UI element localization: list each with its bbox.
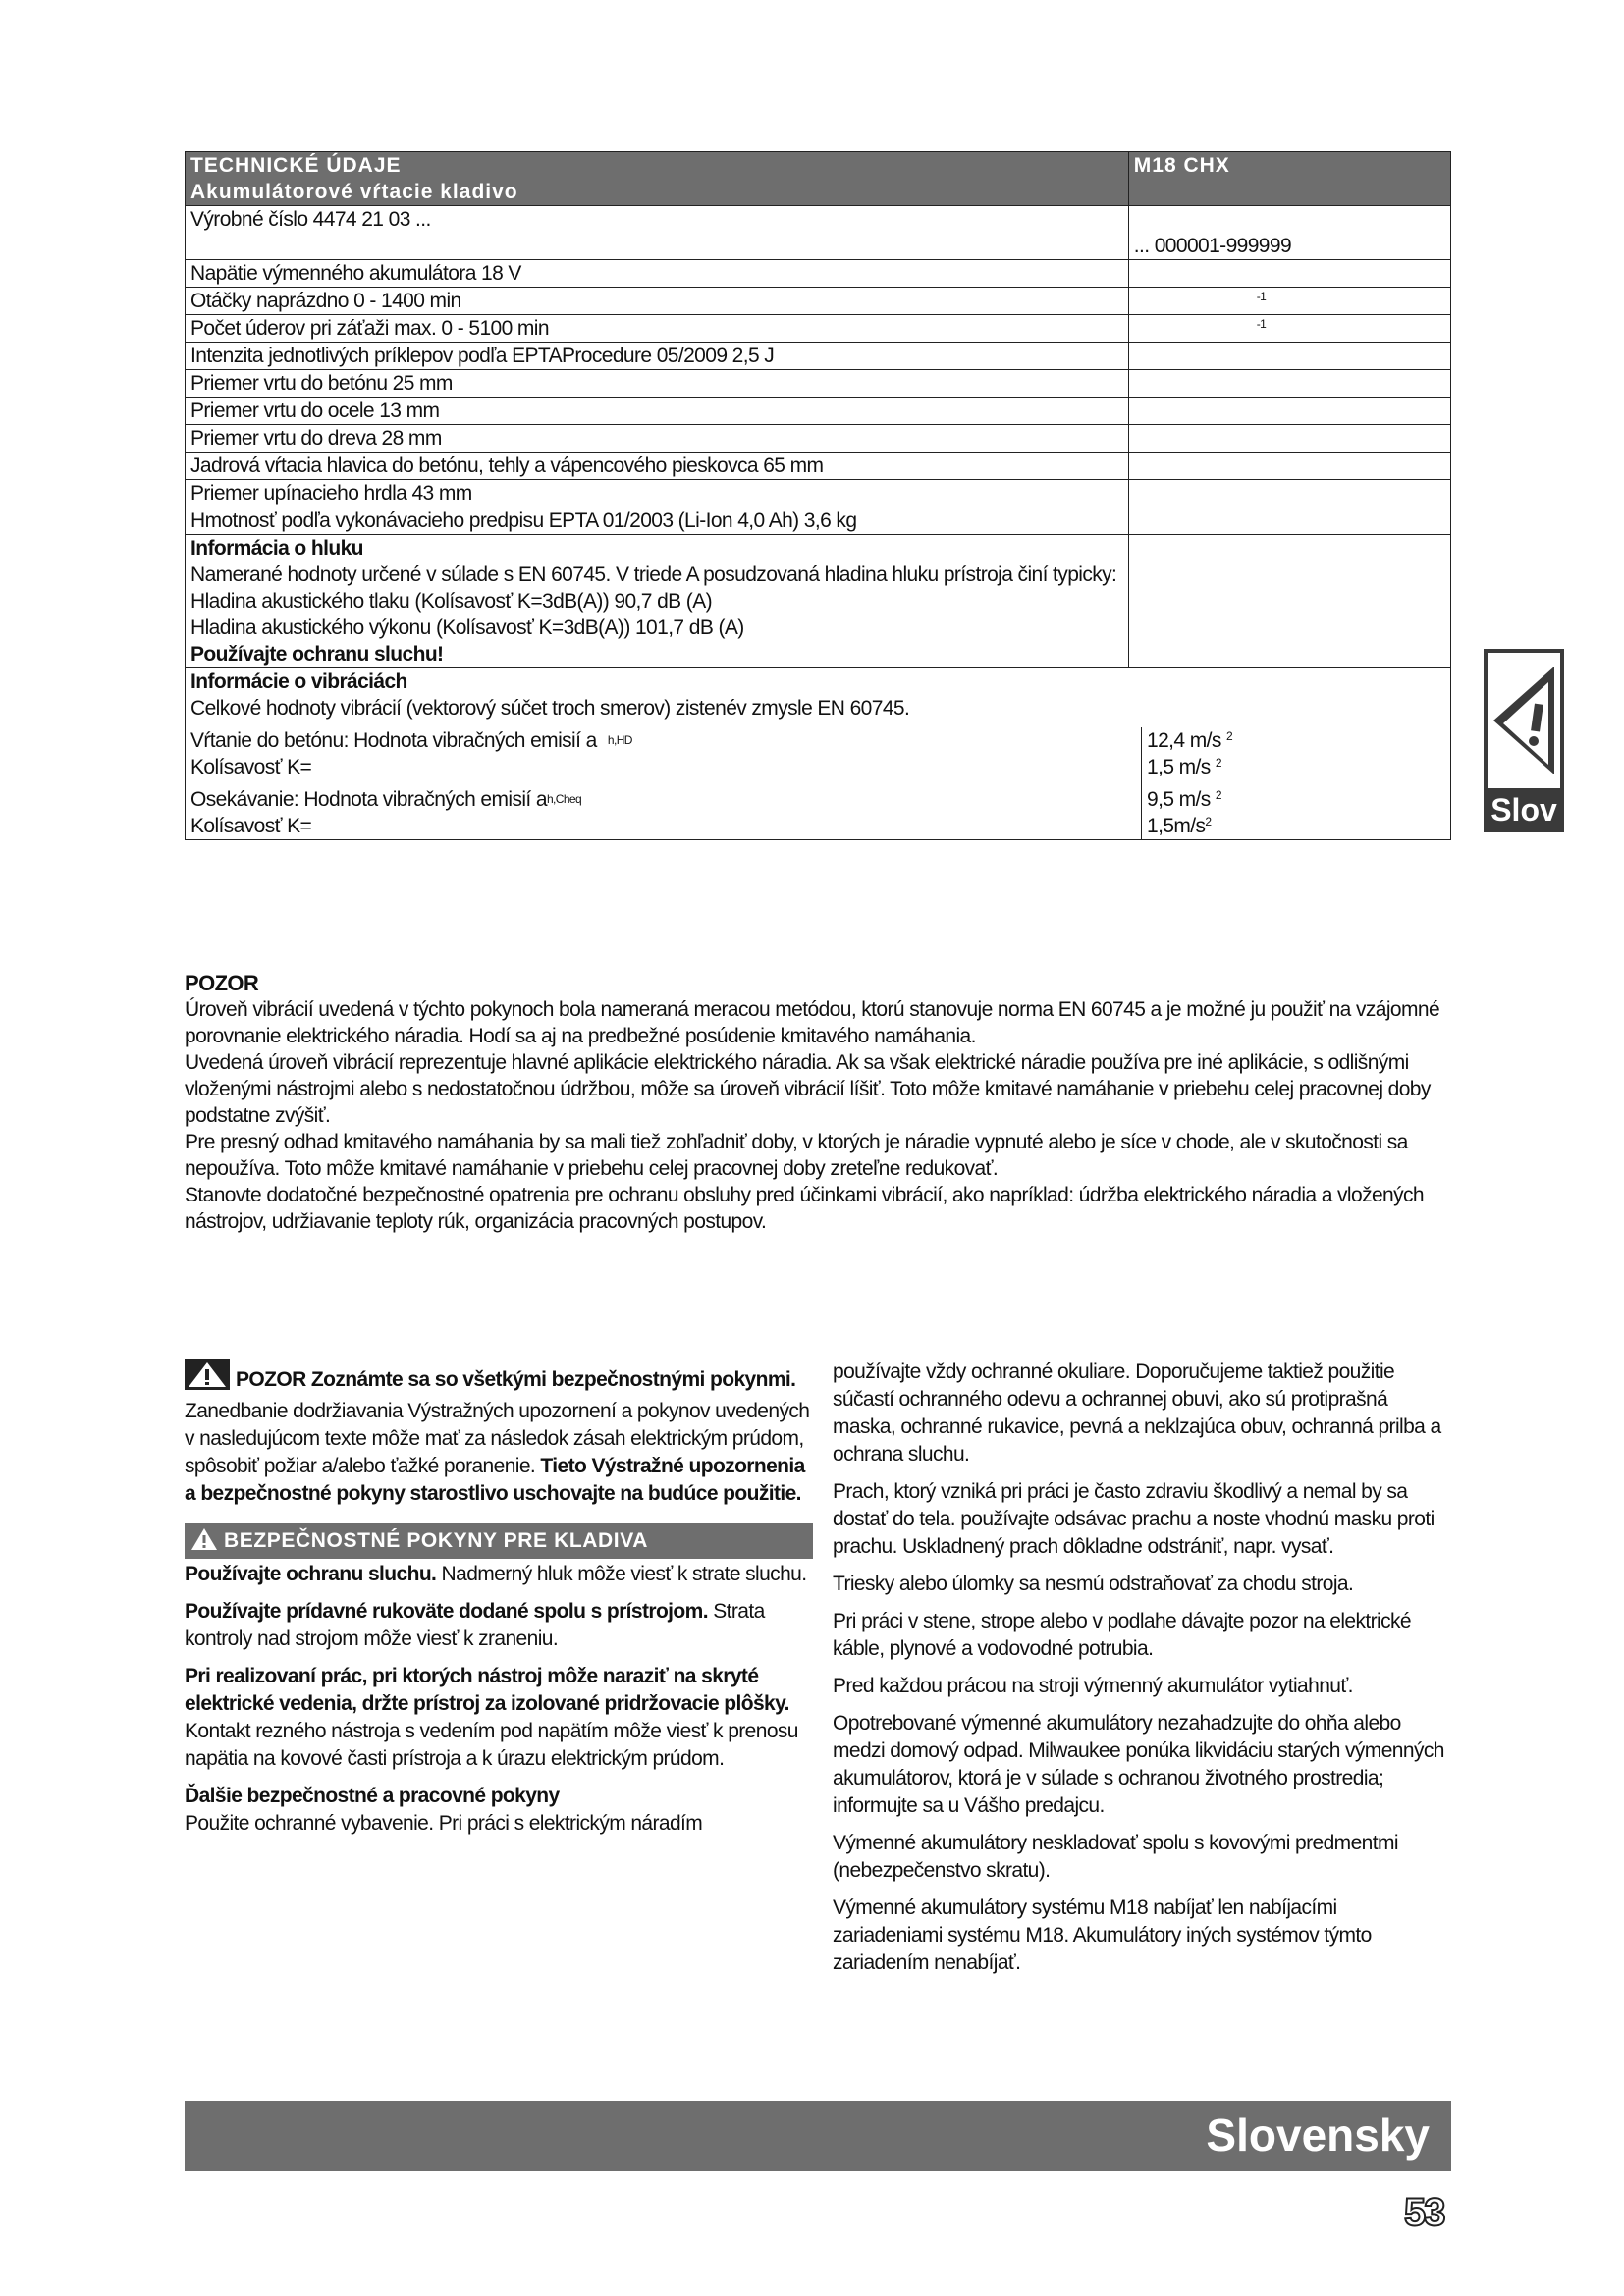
vibration-note [185,970,1451,1235]
noise-warning: Používajte ochranu sluchu! [190,643,444,666]
section-heading-text: BEZPEČNOSTNÉ POKYNY PRE KLADIVA [224,1529,649,1552]
noise-title: Informácia o hluku [190,537,363,560]
impact-rate: Počet úderov pri záťaži max. 0 - 5100 min [186,315,1129,343]
vibration-title: Informácie o vibráciách [190,670,407,693]
spec-model: M18 CHX [1128,152,1450,206]
warning-triangle-icon [185,1359,230,1398]
warning-word: POZOR [236,1368,306,1391]
note-title: POZOR [185,971,259,995]
spec-row [186,370,1451,398]
collar-diameter: Priemer upínacieho hrdla 43 mm [186,480,1129,507]
tolerance-1-label: Kolísavosť K= [190,756,312,778]
warning-triangle-icon [1488,653,1560,788]
language-footer-band [185,2101,1451,2171]
spec-subtitle: Akumulátorové vŕtacie kladivo [190,181,518,203]
spec-row [186,260,1451,288]
safety-item: používajte vždy ochranné okuliare. Doporučujeme taktiež použitie súčastí ochranného odevu a ochrannej obuvi, ako sú protiprašná maska, ochranné rukavice, pevná a neklzajúca obuv, ochranná prilba a ochrana sluchu. [833,1361,1441,1466]
spec-header-row [186,152,1451,206]
serial-value: ... 000001-999999 [1128,206,1450,260]
spec-table [185,151,1451,840]
idle-speed-unit: -1 [1256,290,1267,303]
safety-item: Výmenné akumulátory neskladovať spolu s kovovými predmentmi (nebezpečenstvo skratu). [833,1832,1398,1882]
left-column [185,1359,813,1847]
tolerance-1-value: 1,5 m/s [1147,756,1211,778]
spec-header-cell [186,152,1129,206]
noise-description: Namerané hodnoty určené v súlade s EN 60745. V triede A posudzovaná hladina hluku prístroja činí typicky: [190,563,1117,586]
steel-diameter: Priemer vrtu do ocele 13 mm [186,398,1129,425]
tolerance-2-label: Kolísavosť K= [190,815,312,837]
safety-item: Používajte ochranu sluchu. Nadmerný hluk môže viesť k strate sluchu. [185,1563,807,1585]
vibration-description: Celkové hodnoty vibrácií (vektorový súčet troch smerov) zistenév zmysle EN 60745. [190,697,910,720]
note-paragraph: Úroveň vibrácií uvedená v týchto pokynoch bola nameraná meracou metódou, ktorú stanovuje norma EN 60745 a je možné ju použiť na vzájomné porovnanie elektrického náradia. Hodí sa aj na predbežné posúdenie kmitavého namáhania. [185,998,1440,1047]
language-side-tab [1484,649,1564,832]
safety-item: Výmenné akumulátory systému M18 nabíjať len nabíjacími zariadeniami systému M18. Akumulátory iných systémov týmto zariadením nenabíjať. [833,1896,1372,1974]
warning-heading: Zoznámte sa so všetkými bezpečnostnými pokynmi. [310,1368,796,1391]
noise-pressure: Hladina akustického tlaku (Kolísavosť K=3dB(A)) 90,7 dB (A) [190,590,712,613]
spec-row [186,398,1451,425]
voltage: Napätie výmenného akumulátora 18 V [186,260,1129,288]
safety-item: Pred každou prácou na stroji výmenný akumulátor vytiahnuť. [833,1675,1353,1697]
vib-chisel-label: Osekávanie: Hodnota vibračných emisií a [190,788,547,811]
side-tab-label: Slov [1490,792,1557,828]
idle-speed: Otáčky naprázdno 0 - 1400 min [186,288,1129,315]
wood-diameter: Priemer vrtu do dreva 28 mm [186,425,1129,453]
general-warning [185,1359,813,1508]
vib-chisel-value: 9,5 m/s [1147,788,1211,811]
spec-row [186,425,1451,453]
noise-section [186,535,1451,668]
note-paragraph: Stanovte dodatočné bezpečnostné opatrenia pre ochranu obsluhy pred účinkami vibrácií, ako napríklad: údržba elektrického náradia a vložených nástrojov, udržiavanie teploty rúk, organizácia pracovných postupov. [185,1184,1425,1233]
warning-keep: Tieto Výstražné upozornenia a bezpečnostné pokyny starostlivo uschovajte na budúce použitie. [185,1455,805,1505]
spec-row [186,206,1451,260]
warning-triangle-icon [190,1527,218,1563]
safety-item: Ďalšie bezpečnostné a pracovné pokyny Použite ochranné vybavenie. Pri práci s elektrickým náradím [185,1785,703,1835]
safety-item: Pri práci v stene, strope alebo v podlahe dávajte pozor na elektrické káble, plynové a vodovodné potrubia. [833,1610,1411,1660]
spec-title: TECHNICKÉ ÚDAJE [190,154,402,177]
weight: Hmotnosť podľa vykonávacieho predpisu EPTA 01/2003 (Li-Ion 4,0 Ah) 3,6 kg [186,507,1129,535]
core-bit: Jadrová vŕtacia hlavica do betónu, tehly a vápencového pieskovca 65 mm [186,453,1129,480]
page-number: 53 [1404,2191,1444,2234]
spec-row [186,343,1451,370]
footer-language: Slovensky [1206,2109,1430,2161]
safety-item: Používajte prídavné rukoväte dodané spolu s prístrojom. Strata kontroly nad strojom môže viesť k zraneniu. [185,1600,765,1650]
safety-item: Triesky alebo úlomky sa nesmú odstraňovať za chodu stroja. [833,1573,1354,1595]
spec-row [186,315,1451,343]
note-paragraph: Uvedená úroveň vibrácií reprezentuje hlavné aplikácie elektrického náradia. Ak sa však elektrické náradie používa pre iné aplikácie, s odlišnými vloženými nástrojmi alebo s nedostatočnou údržbou, môže sa úroveň vibrácií líšiť. Toto môže kmitavé namáhanie v priebehu celej pracovnej doby podstatne zvýšiť. [185,1051,1431,1127]
impact-energy: Intenzita jednotlivých príklepov podľa EPTAProcedure 05/2009 2,5 J [186,343,1129,370]
vibration-section: Informácie o vibráciách Celkové hodnoty vibrácií (vektorový súčet troch smerov) zistenév zmysle EN 60745. Vŕtanie do betónu: Hodnota vibračných emisií a h,HD Kolísavosť K= Osekávanie: Hodnota vibračných emisií ah,Cheq Kolísavosť K= 12,4 m/s $^2$ 1,5 m/s $^2$ 9,5 m/s $^2$ $1,5m/s^2$ [186,668,1451,840]
safety-item: Opotrebované výmenné akumulátory nezahadzujte do ohňa alebo medzi domový odpad. Milwaukee ponúka likvidáciu starých výmenných akumulátorov, ktorá je v súlade s ochranou životného prostredia; informujte sa u Vášho predajcu. [833,1712,1444,1817]
noise-power: Hladina akustického výkonu (Kolísavosť K=3dB(A)) 101,7 dB (A) [190,616,744,639]
right-column [833,1359,1451,1987]
impact-rate-unit: -1 [1256,317,1267,331]
vib-drill-label: Vŕtanie do betónu: Hodnota vibračných emisií a [190,729,597,752]
warning-text: Zanedbanie dodržiavania Výstražných upozornení a pokynov uvedených v nasledujúcom texte môže mať za následok zásah elektrickým prúdom, spôsobiť požiar a/alebo ťažké poranenie. [185,1400,810,1477]
concrete-diameter: Priemer vrtu do betónu 25 mm [186,370,1129,398]
section-heading [185,1523,813,1559]
tolerance-2-value: 1,5m/s [1147,815,1206,837]
spec-row [186,288,1451,315]
spec-row [186,480,1451,507]
spec-row [186,453,1451,480]
note-paragraph: Pre presný odhad kmitavého namáhania by sa mali tiež zohľadniť doby, v ktorých je náradie vypnuté alebo je síce v chode, ale v skutočnosti sa nepoužíva. Toto môže kmitavé namáhanie v priebehu celej pracovnej doby zreteľne redukovať. [185,1131,1408,1180]
serial-label: Výrobné číslo 4474 21 03 ... [186,206,1129,260]
vib-drill-sub: h,HD [607,733,632,747]
safety-item: Pri realizovaní prác, pri ktorých nástroj môže naraziť na skryté elektrické vedenia, držte prístroj za izolované pridržovacie plôšky. Kontakt rezného nástroja s vedením pod napätím môže viesť k prenosu napätia na kovové časti prístroja a k úrazu elektrickým prúdom. [185,1665,798,1770]
spec-row [186,507,1451,535]
safety-item: Prach, ktorý vzniká pri práci je často zdraviu škodlivý a nemal by sa dostať do tela. používajte odsávac prachu a noste vhodnú masku proti prachu. Uskladnený prach dôkladne odstrániť, napr. vysať. [833,1480,1435,1558]
vib-drill-value: 12,4 m/s [1147,729,1221,752]
vib-chisel-sub: h,Cheq [546,792,582,806]
